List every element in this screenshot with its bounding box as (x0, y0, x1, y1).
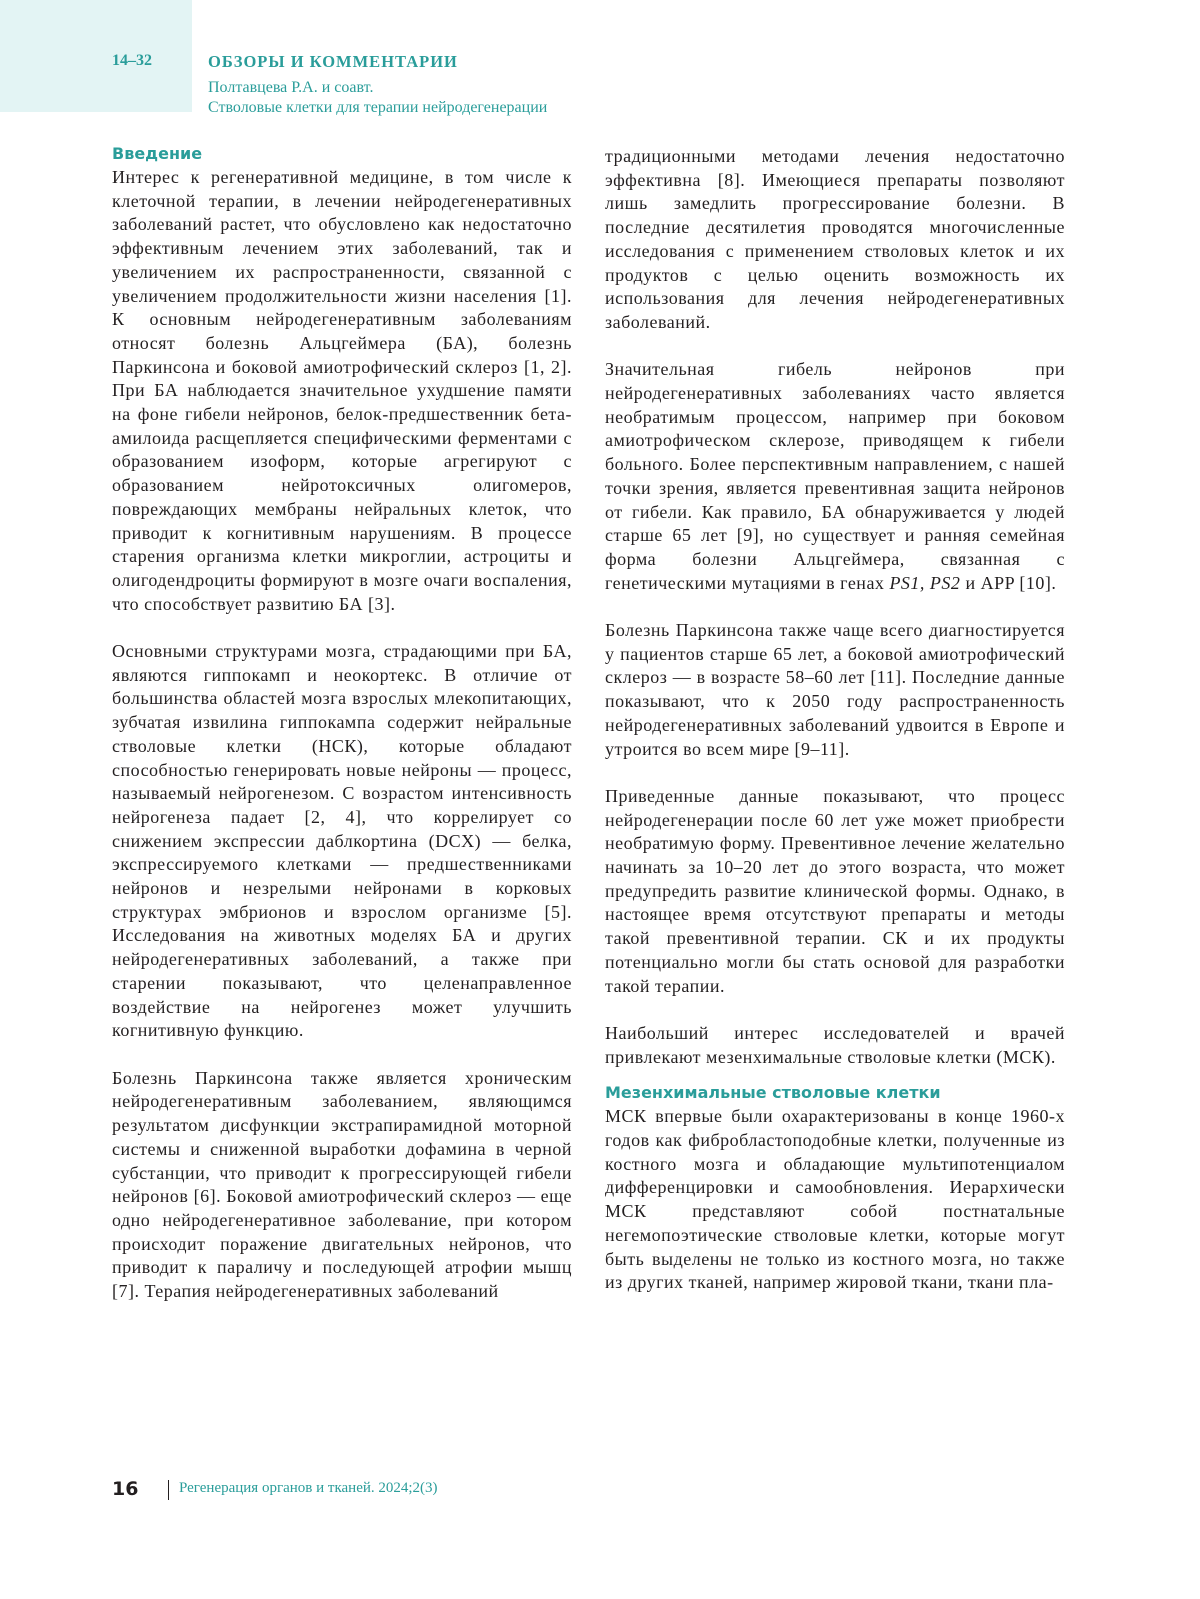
paragraph: традиционными методами лечения недостаточно эффективна [8]. Имеющиеся препараты позволяют лишь замедлить прогрессирование болезни. В последние десятилетия проводятся многочисленные исследования с применением стволовых клеток и их продуктов с целью оценить возможность их использования для лечения нейродегенеративных заболеваний. (605, 145, 1065, 335)
heading-introduction: Введение (112, 142, 572, 166)
heading-msc: Мезенхимальные стволовые клетки (605, 1081, 1065, 1105)
right-column (605, 145, 1065, 1319)
article-title: Стволовые клетки для терапии нейродегенерации (208, 98, 547, 118)
paragraph: МСК впервые были охарактеризованы в конце 1960-х годов как фибробластоподобные клетки, полученные из костного мозга и обладающие мультипотенциалом дифференцировки и самообновления. Иерархически МСК представляют собой постнатальные негемопоэтические стволовые клетки, которые могут быть выделены не только из костного мозга, но также из других тканей, например жировой ткани, ткани пла- (605, 1105, 1065, 1295)
paragraph: Болезнь Паркинсона также является хроническим нейродегенеративным заболеванием, являющимся результатом дисфункции экстрапирамидной моторной системы и сниженной выработки дофамина в черной субстанции, что приводит к прогрессирующей гибели нейронов [6]. Боковой амиотрофический склероз — еще одно нейродегенеративное заболевание, при котором происходит поражение двигательных нейронов, что приводит к параличу и последующей атрофии мышц [7]. Терапия нейродегенеративных заболеваний (112, 1067, 572, 1304)
paragraph (605, 358, 1065, 595)
section-title: ОБЗОРЫ И КОММЕНТАРИИ (208, 52, 458, 72)
paragraph: Наибольший интерес исследователей и врачей привлекают мезенхимальные стволовые клетки (МСК). (605, 1022, 1065, 1069)
text: и APP [10]. (960, 573, 1056, 593)
footer-divider (168, 1480, 169, 1500)
gene-names: PS1, PS2 (889, 573, 960, 593)
running-header (208, 78, 547, 118)
paragraph: Основными структурами мозга, страдающими при БА, являются гиппокамп и неокортекс. В отличие от большинства областей мозга взрослых млекопитающих, зубчатая извилина гиппокампа содержит нейральные стволовые клетки (НСК), которые обладают способностью генерировать новые нейроны — процесс, называемый нейрогенезом. С возрастом интенсивность нейрогенеза падает [2, 4], что коррелирует со снижением экспрессии даблкортина (DCX) — белка, экспрессируемого клетками — предшественниками нейронов и незрелыми нейронами в корковых структурах эмбрионов и взрослом организме [5]. Исследования на животных моделях БА и других нейродегенеративных заболеваний, а также при старении показывают, что целенаправленное воздействие на нейрогенез может улучшить когнитивную функцию. (112, 640, 572, 1043)
page-number: 16 (112, 1478, 138, 1500)
page-range: 14–32 (112, 52, 152, 70)
paragraph: Болезнь Паркинсона также чаще всего диагностируется у пациентов старше 65 лет, а боковой амиотрофический склероз — в возрасте 58–60 лет [11]. Последние данные показывают, что к 2050 году распространенность нейродегенеративных заболеваний удвоится в Европе и утроится во всем мире [9–11]. (605, 619, 1065, 761)
left-column (112, 142, 572, 1327)
journal-citation: Регенерация органов и тканей. 2024;2(3) (179, 1480, 438, 1497)
header-decoration (0, 0, 192, 112)
text: Значительная гибель нейронов при нейродегенеративных заболеваниях часто является необратимым процессом, например при боковом амиотрофическом склерозе, приводящем к гибели больного. Более перспективным направлением, с нашей точки зрения, является превентивная защита нейронов от гибели. Как правило, БА обнаруживается у людей старше 65 лет [9], но существует и ранняя семейная форма болезни Альцгеймера, связанная с генетическими мутациями в генах (605, 359, 1065, 592)
paragraph: Приведенные данные показывают, что процесс нейродегенерации после 60 лет уже может приобрести необратимую форму. Превентивное лечение желательно начинать за 10–20 лет до этого возраста, что может предупредить развитие клинической формы. Однако, в настоящее время отсутствуют препараты и методы такой превентивной терапии. СК и их продукты потенциально могли бы стать основой для разработки такой терапии. (605, 785, 1065, 998)
paragraph: Интерес к регенеративной медицине, в том числе к клеточной терапии, в лечении нейродегенеративных заболеваний растет, что обусловлено как недостаточно эффективным лечением этих заболеваний, так и увеличением их распространенности, связанной с увеличением продолжительности жизни населения [1]. К основным нейродегенеративным заболеваниям относят болезнь Альцгеймера (БА), болезнь Паркинсона и боковой амиотрофический склероз [1, 2]. При БА наблюдается значительное ухудшение памяти на фоне гибели нейронов, белок-предшественник бета-амилоида расщепляется специфическими ферментами с образованием изоформ, которые агрегируют с образованием нейротоксичных олигомеров, повреждающих мембраны нейральных клеток, что приводит к когнитивным нарушениям. В процессе старения организма клетки микроглии, астроциты и олигодендроциты формируют в мозге очаги воспаления, что способствует развитию БА [3]. (112, 166, 572, 616)
authors: Полтавцева Р.А. и соавт. (208, 78, 547, 98)
